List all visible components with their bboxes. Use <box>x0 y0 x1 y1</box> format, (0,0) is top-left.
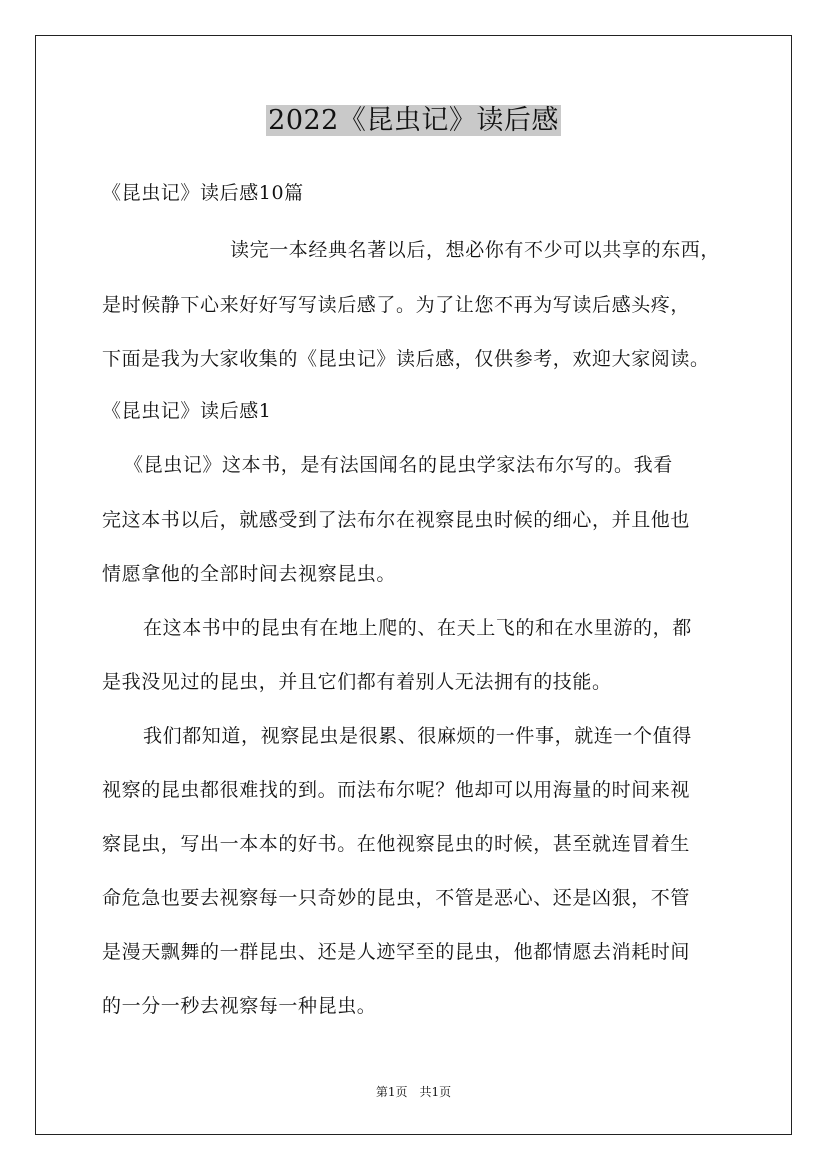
page-number: 第1页 共1页 <box>375 1085 452 1099</box>
document-title <box>0 101 827 141</box>
paragraph-3-line-6: 的一分一秒去视察每一种昆虫。 <box>102 995 377 1017</box>
paragraph-1-line-2: 完这本书以后，就感受到了法布尔在视察昆虫时候的细心，并且他也 <box>102 509 691 531</box>
intro-line-2: 是时候静下心来好好写写读后感了。为了让您不再为写读后感头疼， <box>102 294 691 316</box>
paragraph-3-line-5: 是漫天飘舞的一群昆虫、还是人迹罕至的昆虫，他都情愿去消耗时间 <box>102 941 691 963</box>
intro-line-1: 读完一本经典名著以后，想必你有不少可以共享的东西， <box>230 239 721 261</box>
paragraph-1-line-3: 情愿拿他的全部时间去视察昆虫。 <box>102 563 397 585</box>
paragraph-3-line-2: 视察的昆虫都很难找的到。而法布尔呢？他却可以用海量的时间来视 <box>102 779 691 801</box>
subtitle: 《昆虫记》读后感10篇 <box>102 182 304 204</box>
paragraph-2-line-1: 在这本书中的昆虫有在地上爬的、在天上飞的和在水里游的，都 <box>143 617 692 639</box>
paragraph-1-line-1: 《昆虫记》这本书，是有法国闻名的昆虫学家法布尔写的。我看 <box>124 454 673 476</box>
document-title-text: 2022《昆虫记》读后感 <box>268 105 559 136</box>
paragraph-3-line-3: 察昆虫，写出一本本的好书。在他视察昆虫的时候，甚至就连冒着生 <box>102 833 691 855</box>
section-heading: 《昆虫记》读后感1 <box>102 400 272 422</box>
paragraph-2-line-2: 是我没见过的昆虫，并且它们都有着别人无法拥有的技能。 <box>102 671 612 693</box>
paragraph-3-line-4: 命危急也要去视察每一只奇妙的昆虫，不管是恶心、还是凶狠，不管 <box>102 887 691 909</box>
paragraph-3-line-1: 我们都知道，视察昆虫是很累、很麻烦的一件事，就连一个值得 <box>143 725 692 747</box>
intro-line-3: 下面是我为大家收集的《昆虫记》读后感，仅供参考，欢迎大家阅读。 <box>102 348 710 370</box>
